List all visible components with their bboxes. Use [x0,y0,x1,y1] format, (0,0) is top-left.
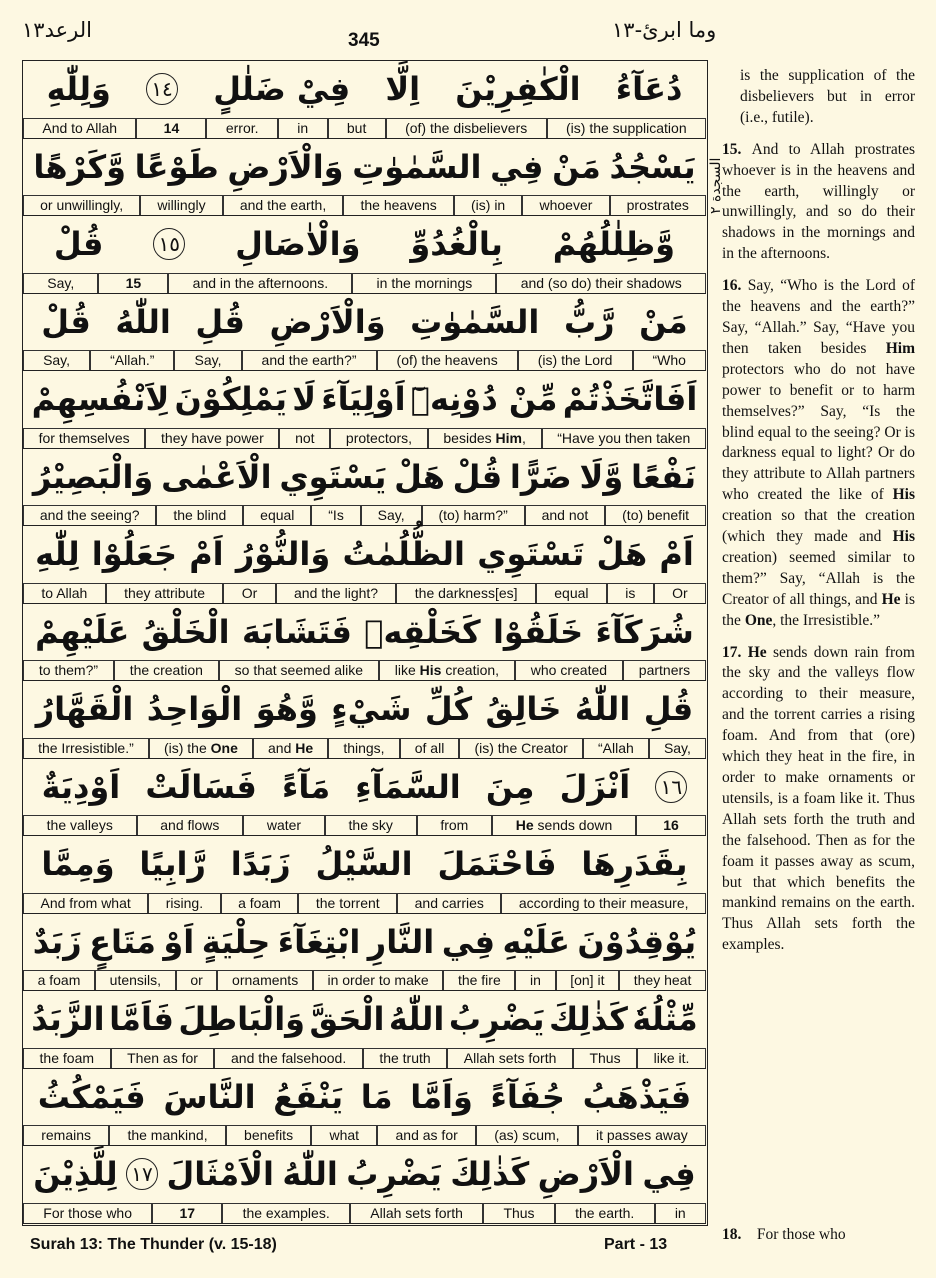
arabic-word: يَسْتَوِي [279,457,387,496]
verse-row [23,681,706,759]
translation-cell: and in the afternoons. [168,273,352,293]
arabic-word: طَوْعًا [134,147,219,186]
arabic-line [23,1146,706,1202]
translation-cell: the earth. [555,1203,655,1223]
translation-cell: but [328,118,386,138]
arabic-word: الْاَمْثَالَ [166,1155,274,1194]
arabic-word: مَتَاعٍ [89,922,156,961]
verse-row [23,216,706,294]
translation-cell: a foam [23,970,95,990]
translation-cells [23,428,706,448]
arabic-line [23,61,706,117]
arabic-word: وَالْاَرْضِ [227,147,344,186]
translation-cell: and not [525,505,606,525]
verse-row [23,604,706,682]
translation-cell: like His creation, [379,660,515,680]
arabic-word: كُلِّ [424,690,473,729]
translation-cell: [on] it [556,970,620,990]
translation-cell: or unwillingly, [23,195,140,215]
arabic-word: رَّابِيًا [139,845,206,884]
arabic-word: كَذٰلِكَ [450,1155,530,1194]
arabic-line [23,526,706,582]
translation-cell: 16 [636,815,706,835]
translation-cells [23,970,706,990]
translation-cells [23,195,706,215]
arabic-word: حِلْيَةٍ [201,922,271,961]
translation-cell: (is) the supplication [547,118,706,138]
translation-cell: it passes away [578,1125,706,1145]
translation-cell: of all [400,738,460,758]
arabic-word: يَسْجُدُ [609,147,696,186]
translation-cell: ornaments [217,970,312,990]
arabic-word: فَاحْتَمَلَ [437,845,557,884]
arabic-word: وَالْبَصِيْرُ [32,457,154,496]
arabic-word: فِي [642,1155,696,1194]
translation-cell: who created [515,660,623,680]
translation-cell: in [278,118,328,138]
arabic-line [23,449,706,505]
translation-cell: Say, [23,273,98,293]
arabic-word: النَّارِ [367,922,435,961]
arabic-word: عَلَيْهِ [502,922,570,961]
translation-cell: in [655,1203,706,1223]
translation-cell: And to Allah [23,118,136,138]
arabic-word: الْكٰفِرِيْنَ [455,70,581,108]
arabic-line [23,604,706,660]
arabic-word: يُوْقِدُوْنَ [577,922,697,961]
arabic-word: مَآءً [281,767,331,806]
arabic-word: الْحَقَّ [309,1000,385,1039]
arabic-word: اَنْزَلَ [559,767,631,806]
arabic-word: اَوْ [163,922,195,961]
arabic-word: لِاَنْفُسِهِمْ [31,380,170,419]
translation-cell: they have power [145,428,279,448]
footer-part: Part - 13 [604,1236,668,1253]
translation-cell: 17 [152,1203,222,1223]
arabic-word: قُلِ [195,302,245,341]
arabic-word: السَّمٰوٰتِ [410,302,540,341]
translation-cell: Say, [23,350,90,370]
translation-cells [23,350,706,370]
arabic-word: اَمْ [659,535,694,574]
translation-cell: Thus [483,1203,555,1223]
arabic-word: وَاَمَّا [410,1077,473,1116]
verse-number-marker: ١٥ [153,228,185,260]
translation-cell: Say, [361,505,422,525]
translation-cell: And from what [23,893,148,913]
arabic-word: وَمِمَّا [41,845,115,884]
translation-cell: the darkness[es] [396,583,535,603]
translation-cell: the blind [156,505,243,525]
translation-paragraph: 16. Say, “Who is the Lord of the heavens and the earth?” Say, “Allah.” Say, “Have you then taken besides Him protectors who do not have power to benefit or to harm themselves?” Say, “Is the blind equal to the seeing? Or is darkness equal to light? Or do they attribute to Allah partners who created the like of His creation so that the creation (which they made and His creation) seemed similar to them?” Say, “Allah is the Creator of all things, and He is the One, the Irresistible.” [722,277,916,629]
arabic-word: السَّيْلُ [315,845,413,884]
translation-cell: (as) scum, [476,1125,578,1145]
translation-cell: the mankind, [109,1125,226,1145]
translation-cell: utensils, [95,970,176,990]
translation-cells [23,273,706,293]
translation-cell: from [417,815,492,835]
translation-cell: benefits [226,1125,311,1145]
arabic-word: اللّٰهُ [115,302,171,341]
verse-number-marker: ١٧ [126,1158,158,1190]
translation-cell: water [243,815,325,835]
translation-cell: (is) the Lord [518,350,633,370]
arabic-word: الْقَهَّارُ [35,690,134,729]
sajdah-marker: السجدة ٢ [708,157,724,214]
translation-cell: “Is [311,505,360,525]
arabic-word: قُلِ [643,690,694,729]
verse-row [23,914,706,992]
arabic-word: الظُّلُمٰتُ [342,535,465,574]
translation-cell: 14 [136,118,206,138]
translation-cell: Say, [174,350,241,370]
translation-cell: prostrates [610,195,706,215]
arabic-word: قُلْ [41,302,91,341]
translation-cell: so that seemed alike [219,660,379,680]
arabic-word: يَمْلِكُوْنَ [174,380,287,419]
translation-cell: and carries [397,893,501,913]
arabic-word: يَضْرِبُ [448,1000,545,1039]
translation-cell: equal [243,505,311,525]
translation-cell: (is) the One [149,738,253,758]
verse-number: 16. [722,277,748,295]
arabic-word: وَّلَا [579,457,624,496]
translation-cell: they attribute [106,583,224,603]
arabic-word: الْخَلْقُ [141,612,230,651]
translation-cells [23,118,706,138]
verse-row [23,1146,706,1224]
translation-cell: like it. [637,1048,706,1068]
arabic-word: فَيَمْكُثُ [37,1077,146,1116]
arabic-word: زَبَدٌ [32,922,82,961]
translation-cell: the fire [443,970,515,990]
translation-cell: “Allah [583,738,649,758]
arabic-word: شَيْءٍ [331,690,412,729]
translation-cell: (to) harm?” [422,505,525,525]
arabic-word: فَتَشَابَهَ [241,612,352,651]
verse-row [23,371,706,449]
arabic-word: كَخَلْقِهٖ [364,612,481,651]
arabic-word: فَاَمَّا [109,1000,174,1039]
arabic-word: اَمْ [189,535,224,574]
arabic-word: اللّٰهُ [574,690,631,729]
surah-name-arabic: الرعد١٣ [22,18,92,42]
translation-cells [23,660,706,680]
translation-cell: in [515,970,555,990]
translation-cells [23,505,706,525]
verse-row [23,1069,706,1147]
translation-cell: “Allah.” [90,350,174,370]
arabic-line [23,991,706,1047]
arabic-word: فَيَذْهَبُ [582,1077,692,1116]
arabic-word: وَلِلّٰهِ [46,70,111,108]
translation-cell: “Who [633,350,707,370]
verse-row [23,991,706,1069]
arabic-word: فِيْ ضَلٰلٍ [213,70,351,108]
translation-cell: and flows [137,815,244,835]
page-number: 345 [348,30,380,51]
translation-cell: 15 [98,273,168,293]
translation-cell: the foam [23,1048,111,1068]
translation-cell: in the mornings [352,273,496,293]
translation-cells [23,893,706,913]
translation-cell: to Allah [23,583,106,603]
translation-cells [23,815,706,835]
arabic-word: مَنْ [639,302,688,341]
word-by-word-grid [22,60,708,1226]
arabic-word: لِلّٰهِ [35,535,80,574]
translation-cell: Allah sets forth [447,1048,573,1068]
arabic-word: اَوْلِيَآءَ [321,380,406,419]
verse-row [23,836,706,914]
translation-cell: they heat [619,970,706,990]
translation-cell: Or [223,583,275,603]
translation-cell: for themselves [23,428,145,448]
arabic-word: وَالْاَرْضِ [269,302,386,341]
translation-cell: and the light? [276,583,397,603]
arabic-word: قُلْ [53,225,104,264]
arabic-line [23,1069,706,1125]
arabic-word: لَا [292,380,317,419]
translation-cell: and (so do) their shadows [496,273,706,293]
arabic-word: يَضْرِبُ [346,1155,442,1194]
translation-cell: Say, [649,738,706,758]
translation-cells [23,1125,706,1145]
translation-cell: or [176,970,218,990]
translation-cell: according to their measure, [501,893,706,913]
arabic-word: يَنْفَعُ [273,1077,344,1116]
translation-cell: Then as for [111,1048,215,1068]
arabic-word: خَالِقُ [485,690,562,729]
arabic-line [23,371,706,427]
translation-cell: For those who [23,1203,152,1223]
translation-column [722,66,915,967]
arabic-word: هَلْ [394,457,445,496]
arabic-word: هَلْ [596,535,648,574]
arabic-word: مِّثْلُهٗ [632,1000,698,1039]
arabic-word: الزَّبَدُ [31,1000,105,1039]
arabic-line [23,759,706,815]
arabic-word: ضَرًّا [509,457,572,496]
translation-cell: whoever [522,195,609,215]
arabic-word: اَفَاتَّخَذْتُمْ [562,380,698,419]
arabic-word: مَا [360,1077,393,1116]
verse-row [23,294,706,372]
arabic-word: اللّٰهُ [388,1000,445,1039]
arabic-word: مِّنْ دُوْنِهٖٓ [410,380,558,419]
arabic-word: الْوَاحِدُ [146,690,243,729]
translation-cell: the torrent [298,893,397,913]
arabic-word: بِقَدَرِهَا [581,845,688,884]
translation-cell: things, [328,738,399,758]
arabic-word: زَبَدًا [230,845,291,884]
translation-cell: and the falsehood. [214,1048,362,1068]
arabic-line [23,216,706,272]
arabic-word: كَذٰلِكَ [548,1000,628,1039]
arabic-word: السَّمَآءِ [355,767,461,806]
arabic-word: فَسَالَتْ [145,767,257,806]
translation-cell: “Have you then taken [542,428,706,448]
translation-cell: the examples. [222,1203,350,1223]
translation-cells [23,738,706,758]
translation-cell: rising. [148,893,220,913]
translation-cell: (of) the heavens [377,350,518,370]
arabic-word: مَنْ [552,147,601,186]
translation-cell: and the earth, [223,195,344,215]
arabic-word: بِالْغُدُوِّ [410,225,503,264]
translation-cell: (of) the disbelievers [386,118,547,138]
translation-cells [23,1203,706,1223]
arabic-line [23,914,706,970]
translation-cell: not [279,428,330,448]
arabic-word: وَالْاٰصَالِ [235,225,361,264]
translation-cell: He sends down [492,815,636,835]
translation-cell: equal [536,583,607,603]
arabic-word: خَلَقُوْا [492,612,584,651]
arabic-word: اِلَّا [385,70,421,108]
translation-cell: the heavens [343,195,454,215]
translation-cell: the truth [363,1048,447,1068]
arabic-word: قُلْ [452,457,503,496]
arabic-line [23,836,706,892]
arabic-word: السَّمٰوٰتِ [352,147,482,186]
translation-cells [23,1048,706,1068]
arabic-word: اللّٰهُ [282,1155,338,1194]
translation-cell: and the seeing? [23,505,156,525]
arabic-line [23,139,706,195]
translation-cell: and as for [377,1125,476,1145]
translation-paragraph: 17. He sends down rain from the sky and the valleys flow according to their measure, and the torrent carries a rising foam. And from that (ore) which they heat in the fire, in order to make ornaments or utensils, is a foam like it. Thus Allah sets forth the truth and the falsehood. Then as for the foam it passes away as scum, but that which benefits the mankind remains on the earth. Thus Allah sets forth the examples. [722,643,915,954]
arabic-word: اَوْدِيَةٌ [41,767,121,806]
arabic-word: الْاَعْمٰى [161,457,272,496]
arabic-word: رَّبُّ [563,302,615,341]
arabic-word: فِي [490,147,544,186]
arabic-word: شُرَكَآءَ [595,612,694,651]
translation-paragraph: 15. And to Allah prostrates whoever is in the heavens and the earth, willingly or unwillingly, and so do their shadows in the mornings and in the afternoons. [722,140,916,263]
arabic-word: ابْتِغَآءَ [277,922,361,961]
verse-row [23,526,706,604]
translation-cell: the creation [114,660,219,680]
translation-cell: Or [654,583,706,603]
arabic-line [23,681,706,737]
translation-cells [23,583,706,603]
translation-cell: a foam [221,893,299,913]
arabic-word: لِلَّذِيْنَ [33,1155,118,1194]
arabic-line [23,294,706,350]
arabic-word: وَّكَرْهًا [33,147,126,186]
arabic-word: وَّهُوَ [255,690,318,729]
translation-cell: is [607,583,654,603]
verse-number-marker: ١٤ [146,73,178,105]
arabic-word: دُعَآءُ [615,70,683,108]
translation-cell: and the earth?” [242,350,377,370]
arabic-word: وَالنُّوْرُ [235,535,331,574]
verse-row [23,139,706,217]
footer-surah-info: Surah 13: The Thunder (v. 15-18) [30,1236,277,1253]
translation-cell: the sky [325,815,417,835]
translation-cell: Allah sets forth [350,1203,483,1223]
translation-cell: remains [23,1125,109,1145]
translation-cell: in order to make [313,970,443,990]
translation-cell: willingly [140,195,222,215]
verse-number: 15. [722,140,752,158]
arabic-word: عَلَيْهِمْ [35,612,130,651]
page-header [0,0,936,60]
translation-cell: partners [623,660,706,680]
translation-cell: error. [206,118,277,138]
translation-cell: to them?” [23,660,114,680]
translation-cell: besides Him, [428,428,542,448]
arabic-word: الْاَرْضِ [537,1155,634,1194]
arabic-word: مِنَ [485,767,535,806]
arabic-word: جُفَآءً [490,1077,565,1116]
arabic-word: وَالْبَاطِلَ [178,1000,306,1039]
verse-row [23,61,706,139]
arabic-word: جَعَلُوْا [91,535,177,574]
translation-paragraph: is the supplication of the disbelievers but in error (i.e., futile). [740,67,915,126]
arabic-word: النَّاسَ [163,1077,256,1116]
arabic-word: تَسْتَوِي [477,535,585,574]
verse-number-marker: ١٦ [655,771,687,803]
verse-row [23,449,706,527]
para-name-arabic: وما ابرئ-١٣ [612,18,717,42]
translation-cell: (to) benefit [605,505,706,525]
arabic-word: نَفْعًا [630,457,697,496]
translation-cell: the Irresistible.” [23,738,149,758]
arabic-word: وَّظِلٰلُهُمْ [552,225,676,264]
translation-cell: what [311,1125,377,1145]
translation-cell: Thus [573,1048,637,1068]
translation-cell: protectors, [330,428,427,448]
verse-row [23,759,706,837]
arabic-word: فِي [441,922,496,961]
verse-number: 17. [722,643,748,661]
translation-last-line: 18. For those who [722,1226,846,1243]
translation-cell: and He [253,738,328,758]
translation-cell: the valleys [23,815,137,835]
translation-cell: (is) the Creator [459,738,583,758]
translation-cell: (is) in [454,195,522,215]
